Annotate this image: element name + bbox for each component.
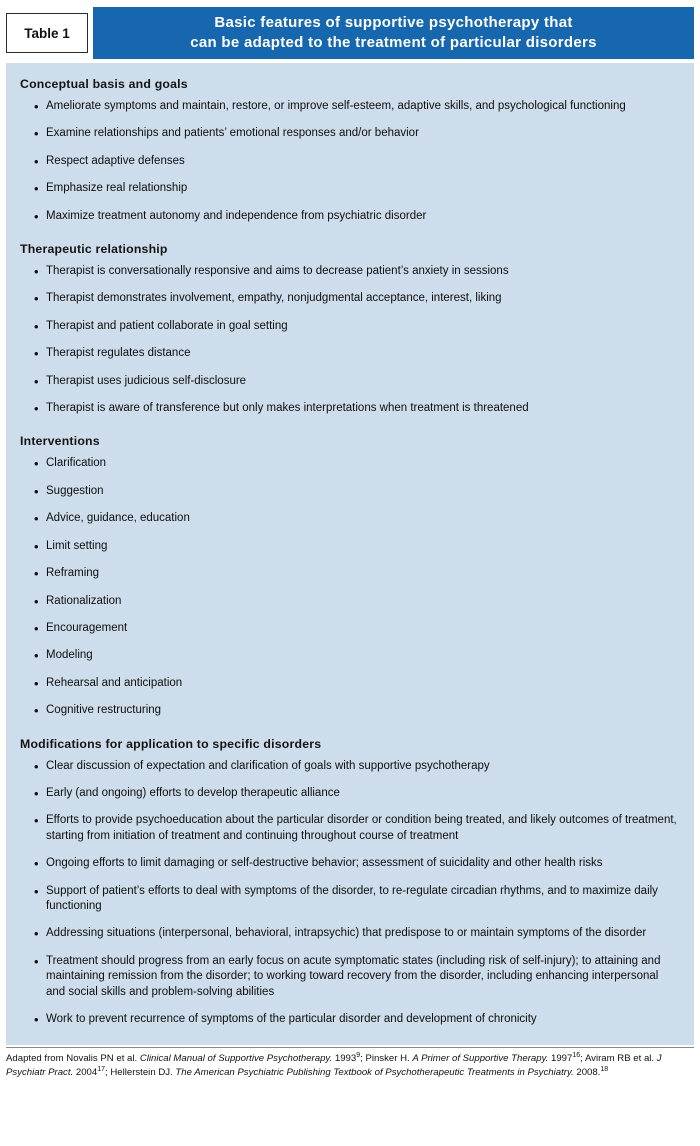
bullet-item: • Rationalization <box>34 594 680 609</box>
bullet-item: • Clarification <box>34 456 680 471</box>
bullet-item: • Encouragement <box>34 621 680 636</box>
section-heading: Interventions <box>20 434 100 449</box>
bullet-item: • Therapist is conversationally responsive and aims to decrease patient’s anxiety in sessions <box>34 264 680 279</box>
footnote-segment: 1997 <box>548 1053 573 1065</box>
footnote-ref-number: 17 <box>97 1065 105 1073</box>
bullet-item: • Therapist demonstrates involvement, empathy, nonjudgmental acceptance, interest, liking <box>34 291 680 306</box>
bullet-item: • Treatment should progress from an early focus on acute symptomatic states (including risk of self-injury); to attaining and maintaining remission from the disorder; to working toward recovery from the disorder, including enhancing interpersonal and social skills and problem-solving abilities <box>34 954 680 1000</box>
footnote-ref-number: 16 <box>572 1052 581 1060</box>
table-title-line1: Basic features of supportive psychotherapy that <box>214 13 573 31</box>
bullet-item: • Advice, guidance, education <box>34 511 680 526</box>
bullet-item: • Emphasize real relationship <box>34 181 680 196</box>
footnote-segment: 2008. <box>573 1066 601 1078</box>
bullet-item: • Therapist is aware of transference but only makes interpretations when treatment is threatened <box>34 401 680 416</box>
table-title-bar <box>93 7 694 59</box>
bullet-item: • Ongoing efforts to limit damaging or self-destructive behavior; assessment of suicidality and other health risks <box>34 856 680 871</box>
footnote-source-title: A Primer of Supportive Therapy. <box>412 1053 549 1065</box>
footnote-ref-number: 18 <box>600 1065 609 1073</box>
footnote <box>6 1047 694 1079</box>
table-body <box>6 63 694 1045</box>
bullet-item: • Rehearsal and anticipation <box>34 676 680 691</box>
footnote-segment: Adapted from Novalis PN et al. <box>6 1053 140 1065</box>
bullet-item: • Suggestion <box>34 484 680 499</box>
bullet-item: • Examine relationships and patients’ emotional responses and/or behavior <box>34 126 680 141</box>
table-title-line2: can be adapted to the treatment of particular disorders <box>190 34 597 51</box>
footnote-source-title: Clinical Manual of Supportive Psychotherapy. <box>139 1053 333 1065</box>
section-heading: Conceptual basis and goals <box>20 77 188 91</box>
sections-container <box>18 77 680 1027</box>
bullet-list <box>34 759 680 1028</box>
bullet-item: • Work to prevent recurrence of symptoms of the particular disorder and development of chronicity <box>34 1012 680 1027</box>
footnote-source-title: J Psychiatr Pract. <box>6 1053 662 1078</box>
bullet-item: • Clear discussion of expectation and clarification of goals with supportive psychotherapy <box>34 759 680 774</box>
bullet-item: • Efforts to provide psychoeducation about the particular disorder or condition being treated, and likely outcomes of treatment, starting from initiation of treatment and continuing throughout course of treatment <box>34 813 680 844</box>
footnote-segment: ; Pinsker H. <box>360 1053 413 1065</box>
footnote-segment: ; Hellerstein DJ. <box>105 1066 176 1078</box>
section-heading: Therapeutic relationship <box>20 242 168 257</box>
section-heading: Modifications for application to specific disorders <box>20 736 322 751</box>
bullet-item: • Early (and ongoing) efforts to develop therapeutic alliance <box>34 786 680 801</box>
footnote-segment: 2004 <box>73 1066 98 1078</box>
table-header <box>6 7 694 59</box>
bullet-item: • Limit setting <box>34 539 680 554</box>
bullet-list <box>34 456 680 718</box>
bullet-item: • Ameliorate symptoms and maintain, restore, or improve self-esteem, adaptive skills, and psychological functioning <box>34 99 680 114</box>
footnote-segment: 1993 <box>332 1053 357 1065</box>
bullet-item: • Therapist and patient collaborate in goal setting <box>34 319 680 334</box>
bullet-item: • Modeling <box>34 648 680 663</box>
bullet-item: • Therapist regulates distance <box>34 346 680 361</box>
footnote-segment: ; Aviram RB et al. <box>580 1053 657 1065</box>
footnote-ref-number: 9 <box>356 1052 361 1060</box>
table-label: Table 1 <box>6 13 88 53</box>
bullet-list <box>34 99 680 224</box>
bullet-item: • Therapist uses judicious self-disclosure <box>34 374 680 389</box>
bullet-item: • Support of patient’s efforts to deal with symptoms of the disorder, to re-regulate circadian rhythms, and to maximize daily functioning <box>34 884 680 915</box>
bullet-item: • Addressing situations (interpersonal, behavioral, intrapsychic) that predispose to or maintain symptoms of the disorder <box>34 926 680 941</box>
bullet-item: • Reframing <box>34 566 680 581</box>
bullet-item: • Respect adaptive defenses <box>34 154 680 169</box>
bullet-list <box>34 264 680 416</box>
footnote-text <box>6 1053 662 1077</box>
table-figure <box>6 7 694 1079</box>
footnote-source-title: The American Psychiatric Publishing Textbook of Psychotherapeutic Treatments in Psychiatry. <box>175 1066 574 1078</box>
bullet-item: • Maximize treatment autonomy and independence from psychiatric disorder <box>34 209 680 224</box>
bullet-item: • Cognitive restructuring <box>34 703 680 718</box>
